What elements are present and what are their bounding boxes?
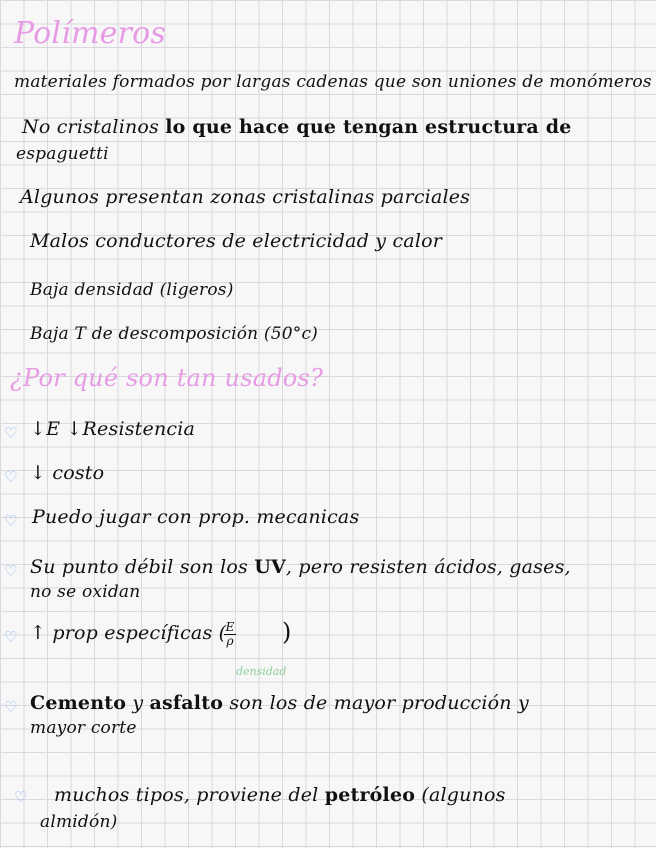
bullet-4-uv: UV xyxy=(254,556,286,578)
fraction-e-over-rho xyxy=(224,622,236,647)
text-no-cristalinos: No cristalinos xyxy=(22,116,159,138)
bullet-2: ↓ costo xyxy=(30,462,105,484)
bullet-1: ↓E ↓Resistencia xyxy=(30,418,196,440)
bullet-5: ↑ prop específicas ( xyxy=(30,622,227,644)
bullet-6-line-2: mayor corte xyxy=(30,718,137,738)
bullet-7-part-c: (algunos xyxy=(421,784,506,806)
bullet-6-asfalto: asfalto xyxy=(149,692,224,714)
text-line-7: Baja T de descomposición (50°c) xyxy=(30,324,319,344)
bullet-4-part-c: , pero resisten ácidos, gases, xyxy=(285,556,571,578)
text-line-5: Malos conductores de electricidad y calor xyxy=(30,230,443,252)
bullet-6-y: y xyxy=(132,692,144,714)
text-line-4: Algunos presentan zonas cristalinas parciales xyxy=(20,186,471,208)
text-line-2-rest: lo que hace que tengan estructura de xyxy=(165,116,572,138)
bullet-4-part-a: Su punto débil son los xyxy=(30,556,248,578)
text-line-3: espaguetti xyxy=(16,144,109,164)
text-line-2 xyxy=(22,116,572,138)
bullet-4-line-2: no se oxidan xyxy=(30,582,141,602)
fraction-numerator: E xyxy=(225,620,235,634)
bullet-6-cemento: Cemento xyxy=(30,692,127,714)
bullet-7 xyxy=(54,784,506,806)
bullet-7-petroleo: petróleo xyxy=(324,784,416,806)
bullet-5-close: ) xyxy=(282,618,292,646)
fraction-denominator: ρ xyxy=(226,634,234,648)
heart-check-icon: ♡ xyxy=(4,698,18,716)
text-line-6: Baja densidad (ligeros) xyxy=(30,280,234,300)
heart-check-icon: ♡ xyxy=(4,468,18,486)
page-title: Polímeros xyxy=(14,16,167,51)
bullet-4 xyxy=(30,556,571,578)
text-line-1: materiales formados por largas cadenas que son uniones de monómeros xyxy=(14,72,652,92)
heart-check-icon: ♡ xyxy=(4,512,18,530)
bullet-7-part-a: muchos tipos, proviene del xyxy=(54,784,319,806)
heart-check-icon: ♡ xyxy=(4,562,18,580)
section-question: ¿Por qué son tan usados? xyxy=(10,364,324,392)
heart-check-icon: ♡ xyxy=(4,628,18,646)
bullet-6-rest: son los de mayor producción y xyxy=(229,692,529,714)
bullet-6 xyxy=(30,692,529,714)
heart-check-icon: ♡ xyxy=(4,424,18,442)
bullet-3: Puedo jugar con prop. mecanicas xyxy=(32,506,360,528)
bullet-7-line-2: almidón) xyxy=(40,812,118,832)
annotation-density: densidad xyxy=(236,665,287,678)
heart-check-icon: ♡ xyxy=(14,788,28,806)
